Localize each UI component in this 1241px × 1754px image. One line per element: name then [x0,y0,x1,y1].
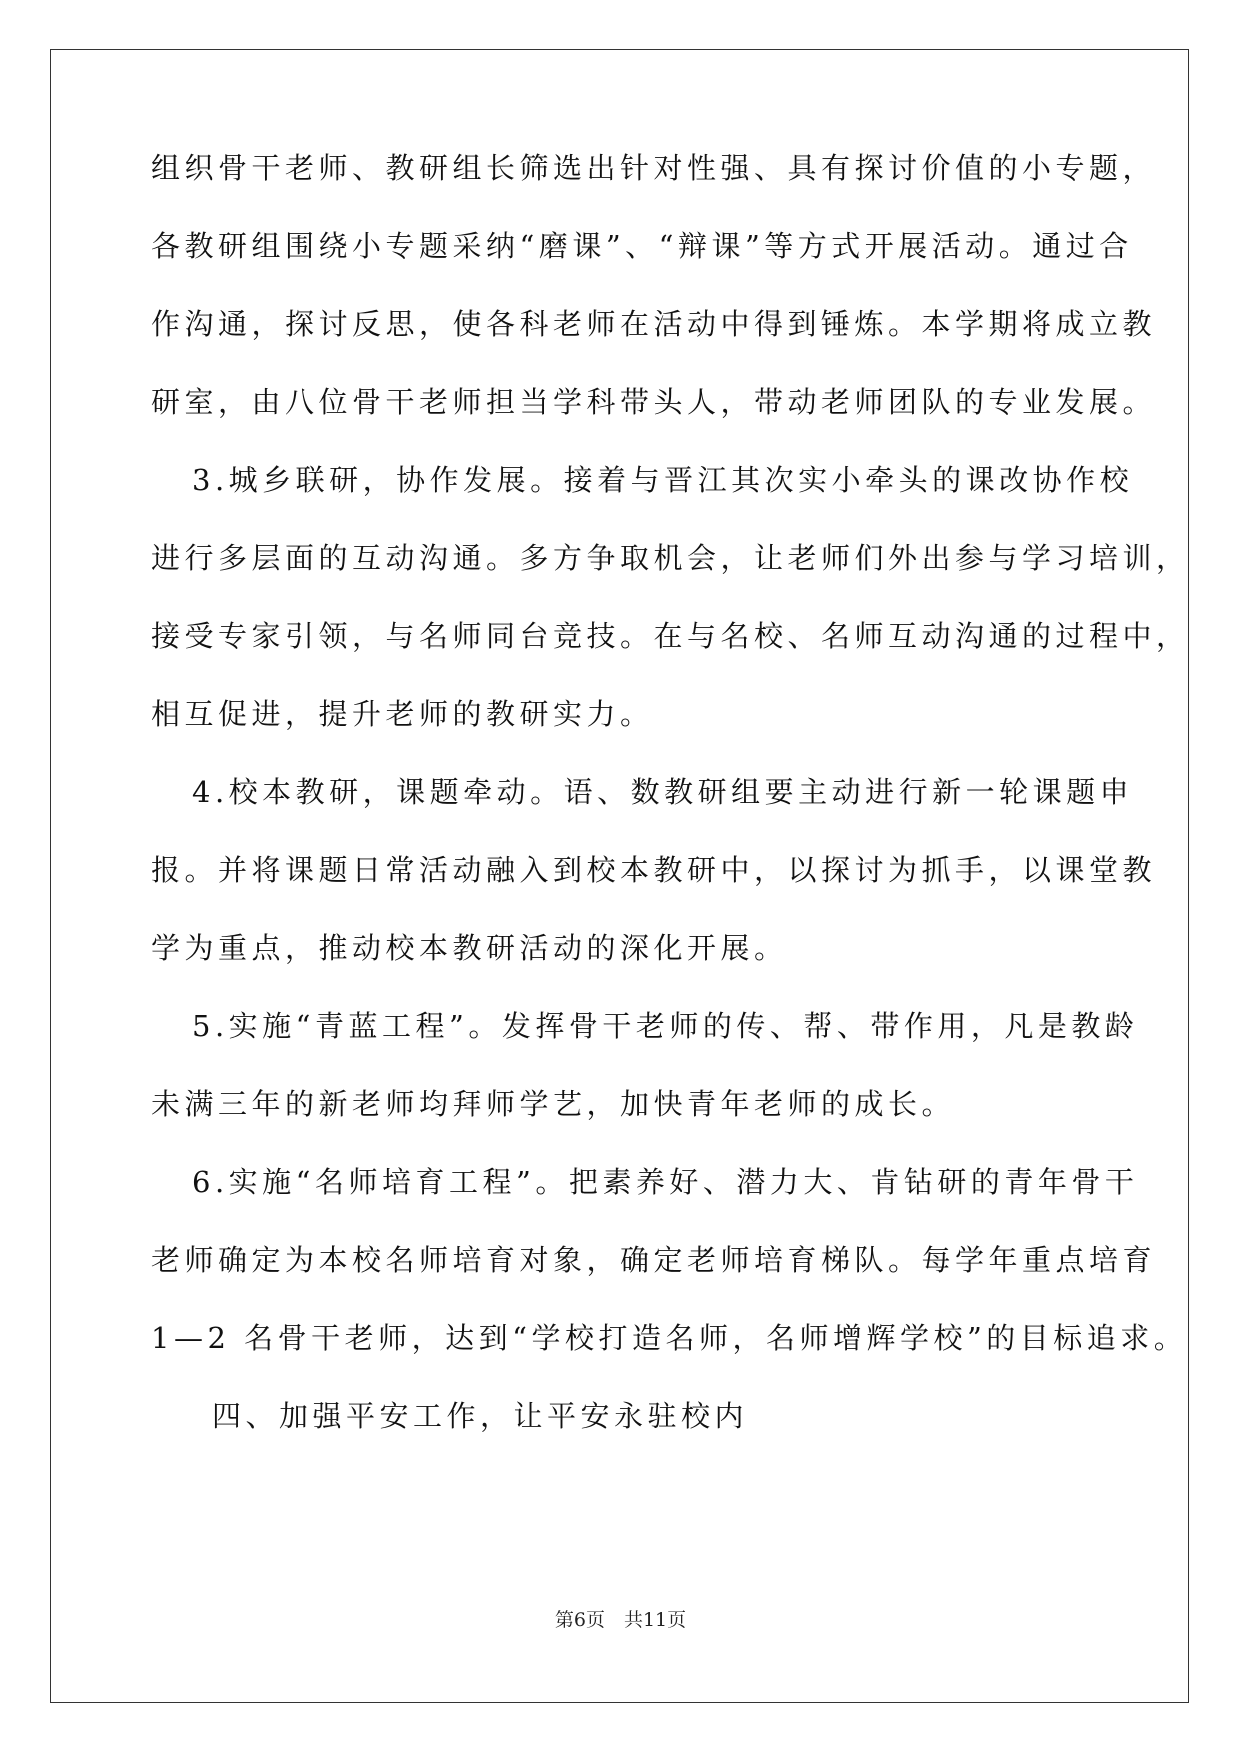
section-heading: 四、加强平安工作，让平安永驻校内 [212,1399,749,1433]
paragraph-line: 报。并将课题日常活动融入到校本教研中，以探讨为抓手，以课堂教 [151,853,1157,887]
paragraph-line: 3.城乡联研，协作发展。接着与晋江其次实小牵头的课改协作校 [192,463,1134,497]
paragraph-line: 研室，由八位骨干老师担当学科带头人，带动老师团队的专业发展。 [151,385,1157,419]
paragraph-line: 组织骨干老师、教研组长筛选出针对性强、具有探讨价值的小专题， [151,151,1157,185]
paragraph-line: 相互促进，提升老师的教研实力。 [151,697,654,731]
paragraph-line: 未满三年的新老师均拜师学艺，加快青年老师的成长。 [151,1087,956,1121]
paragraph-line: 5.实施“青蓝工程”。发挥骨干老师的传、帮、带作用，凡是教龄 [192,1009,1139,1043]
paragraph-line: 6.实施“名师培育工程”。把素养好、潜力大、肯钻研的青年骨干 [192,1165,1139,1199]
paragraph-line: 老师确定为本校名师培育对象，确定老师培育梯队。每学年重点培育 [151,1243,1157,1277]
paragraph-line: 各教研组围绕小专题采纳“磨课”、“辩课”等方式开展活动。通过合 [151,229,1133,263]
paragraph-line: 作沟通，探讨反思，使各科老师在活动中得到锤炼。本学期将成立教 [151,307,1157,341]
paragraph-line: 4.校本教研，课题牵动。语、数教研组要主动进行新一轮课题申 [192,775,1134,809]
paragraph-line: 1—2 名骨干老师，达到“学校打造名师，名师增辉学校”的目标追求。 [151,1321,1188,1355]
page-number-footer: 第6页 共11页 [554,1609,687,1631]
paragraph-line: 接受专家引领，与名师同台竞技。在与名校、名师互动沟通的过程中， [151,619,1190,653]
paragraph-line: 进行多层面的互动沟通。多方争取机会，让老师们外出参与学习培训， [151,541,1190,575]
paragraph-line: 学为重点，推动校本教研活动的深化开展。 [151,931,788,965]
